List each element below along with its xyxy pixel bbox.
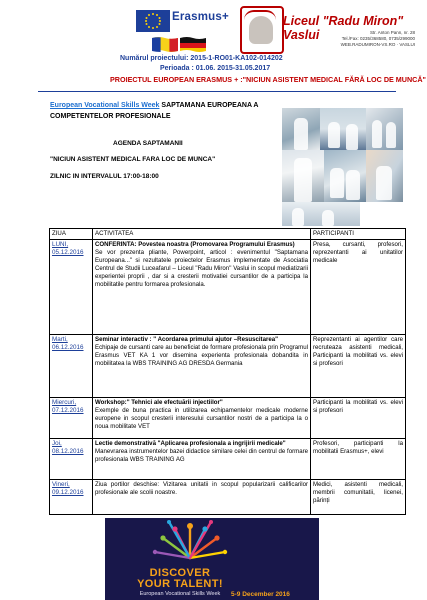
- participants: Profesori, participanti la mobilitatii Erasmus+, elevi: [311, 439, 406, 480]
- day-label: Joi, 08.12.2016: [52, 440, 84, 455]
- activity-description: Ziua portilor deschise: Vizitarea unitatii in scopul popularizarii calificarilor profesionale ale scolii noastre.: [95, 481, 308, 496]
- photo-nurse-portrait: [282, 108, 320, 150]
- project-title: PROIECTUL EUROPEAN ERASMUS + :"NICIUN ASISTENT MEDICAL FĂRĂ LOC DE MUNCĂ": [110, 75, 426, 84]
- header-participants: PARTICIPANTI: [311, 229, 406, 240]
- erasmus-logo-text: Erasmus+: [172, 11, 229, 23]
- starburst-graphic: [145, 518, 235, 570]
- photo-nurse-standing: [282, 150, 324, 202]
- school-address: Str. Anton Pann, nr. 28: [369, 30, 415, 35]
- participants: Reprezentanti ai agentilor care recruteaza asistenti medicali, Participanti la mobilitati vs. elevi si profesori: [311, 335, 406, 398]
- table-row: [50, 439, 406, 480]
- activity-title: CONFERINTA: Povestea noastra (Promovarea Programului Erasmus): [95, 241, 295, 248]
- banner-title-line1: DISCOVER: [149, 567, 211, 579]
- school-phone: Tel./Fax: 0235/368580, 0735/299000: [341, 36, 415, 41]
- project-period: Perioada : 01.06. 2015-31.05.2017: [160, 65, 271, 72]
- photo-group: [366, 108, 403, 150]
- activity-title: Seminar interactiv : " Acordarea primului ajutor –Resuscitarea": [95, 336, 279, 343]
- activity-title: Workshop:" Tehnici ale efectuării injectiilor": [95, 399, 223, 406]
- banner-title: [105, 568, 255, 590]
- banner-subtitle: European Vocational Skills Week: [139, 591, 221, 597]
- evsw-text: SAPTAMANA EUROPEANA A COMPETENTELOR PROFESIONALE: [50, 102, 259, 120]
- participants: Presa, cursanti, profesori, reprezentanti ai unitatilor medicale: [311, 240, 406, 335]
- header-activity: ACTIVITATEA: [93, 229, 311, 240]
- agenda-theme: "NICIUN ASISTENT MEDICAL FARA LOC DE MUNCA": [50, 156, 216, 163]
- day-label: Marti, 06.12.2016: [52, 336, 84, 351]
- school-contact-info: [320, 30, 415, 48]
- eu-flag-icon: [136, 10, 170, 32]
- day-label: Miercuri, 07.12.2016: [52, 399, 84, 414]
- banner-title-line2: YOUR TALENT!: [137, 578, 223, 590]
- activity-description: Manevrarea instrumentelor bazei didactice similare celei din centrul de formare profesionala WBS TRAINING AG: [95, 448, 308, 463]
- evsw-link[interactable]: European Vocational Skills Week: [50, 102, 160, 109]
- school-name: Liceul "Radu Miron" Vaslui: [283, 14, 404, 42]
- activity-description: Se vor prezenta pliante, Powerpoint, articol : evenimentul "Saptamana Europeana..." si rezultatele proiectelor Erasmus implementate de Asociatia Centrul de Studii Luceafarul – Liceul "Radu Miron" Vaslui in scopul mediatizarii experientei proprii , dar si a cresterii motivatiei cursantilor de a participa la mobilitatile pentru formarea profesionala.: [95, 249, 308, 288]
- agenda-title: AGENDA SAPTAMANII: [113, 140, 183, 147]
- activity-description: Echipaje de cursanti care au beneficiat de formare profesionala prin Programul Erasmus VET KA 1 vor disemina experienta profesionala dobandita in mobilitatea la WBS TRAINING AG DRESDA Germania: [95, 344, 308, 367]
- table-row: [50, 480, 406, 515]
- participants: Participanti la mobilitati vs. elevi si profesori: [311, 398, 406, 439]
- participants: Medici, asistenti medicali, membrii comunitatii, licenei, părinți: [311, 480, 406, 515]
- discover-talent-banner: [105, 518, 319, 600]
- photo-classroom: [282, 202, 360, 226]
- romania-flag-icon: [152, 36, 178, 53]
- table-row: [50, 240, 406, 335]
- school-web: WEB.RADUMIRON-VS.RO ‧ VASLUI: [340, 42, 415, 47]
- activity-title: Lectie demonstrativă "Aplicarea profesionala a ingrijirii medicale": [95, 440, 286, 447]
- project-number: Numărul proiectului: 2015-1-RO01-KA102-014202: [120, 55, 283, 62]
- day-label: LUNI, 05.12.2016: [52, 241, 84, 256]
- table-row: [50, 398, 406, 439]
- agenda-time: ZILNIC IN INTERVALUL 17:00-18:00: [50, 173, 159, 180]
- banner-dates: 5-9 December 2016: [231, 591, 290, 598]
- photo-practice: [324, 150, 366, 202]
- table-header-row: [50, 229, 406, 240]
- header-day: ZIUA: [50, 229, 93, 240]
- header-divider: [38, 91, 396, 92]
- germany-flag-icon: [180, 36, 206, 53]
- school-seal-logo: [240, 6, 284, 54]
- activity-description: Exemple de buna practica in utilizarea echipamentelor medicale moderne europene in scopul cresterii interesului cursantilor nostri de a participa la o noua mobilitate VET: [95, 407, 308, 430]
- photo-patient-care: [366, 150, 403, 202]
- table-row: [50, 335, 406, 398]
- agenda-table: [49, 228, 406, 515]
- photo-training-room: [320, 108, 366, 150]
- intro-heading: [50, 101, 288, 122]
- day-label: Vineri, 09.12.2016: [52, 481, 84, 496]
